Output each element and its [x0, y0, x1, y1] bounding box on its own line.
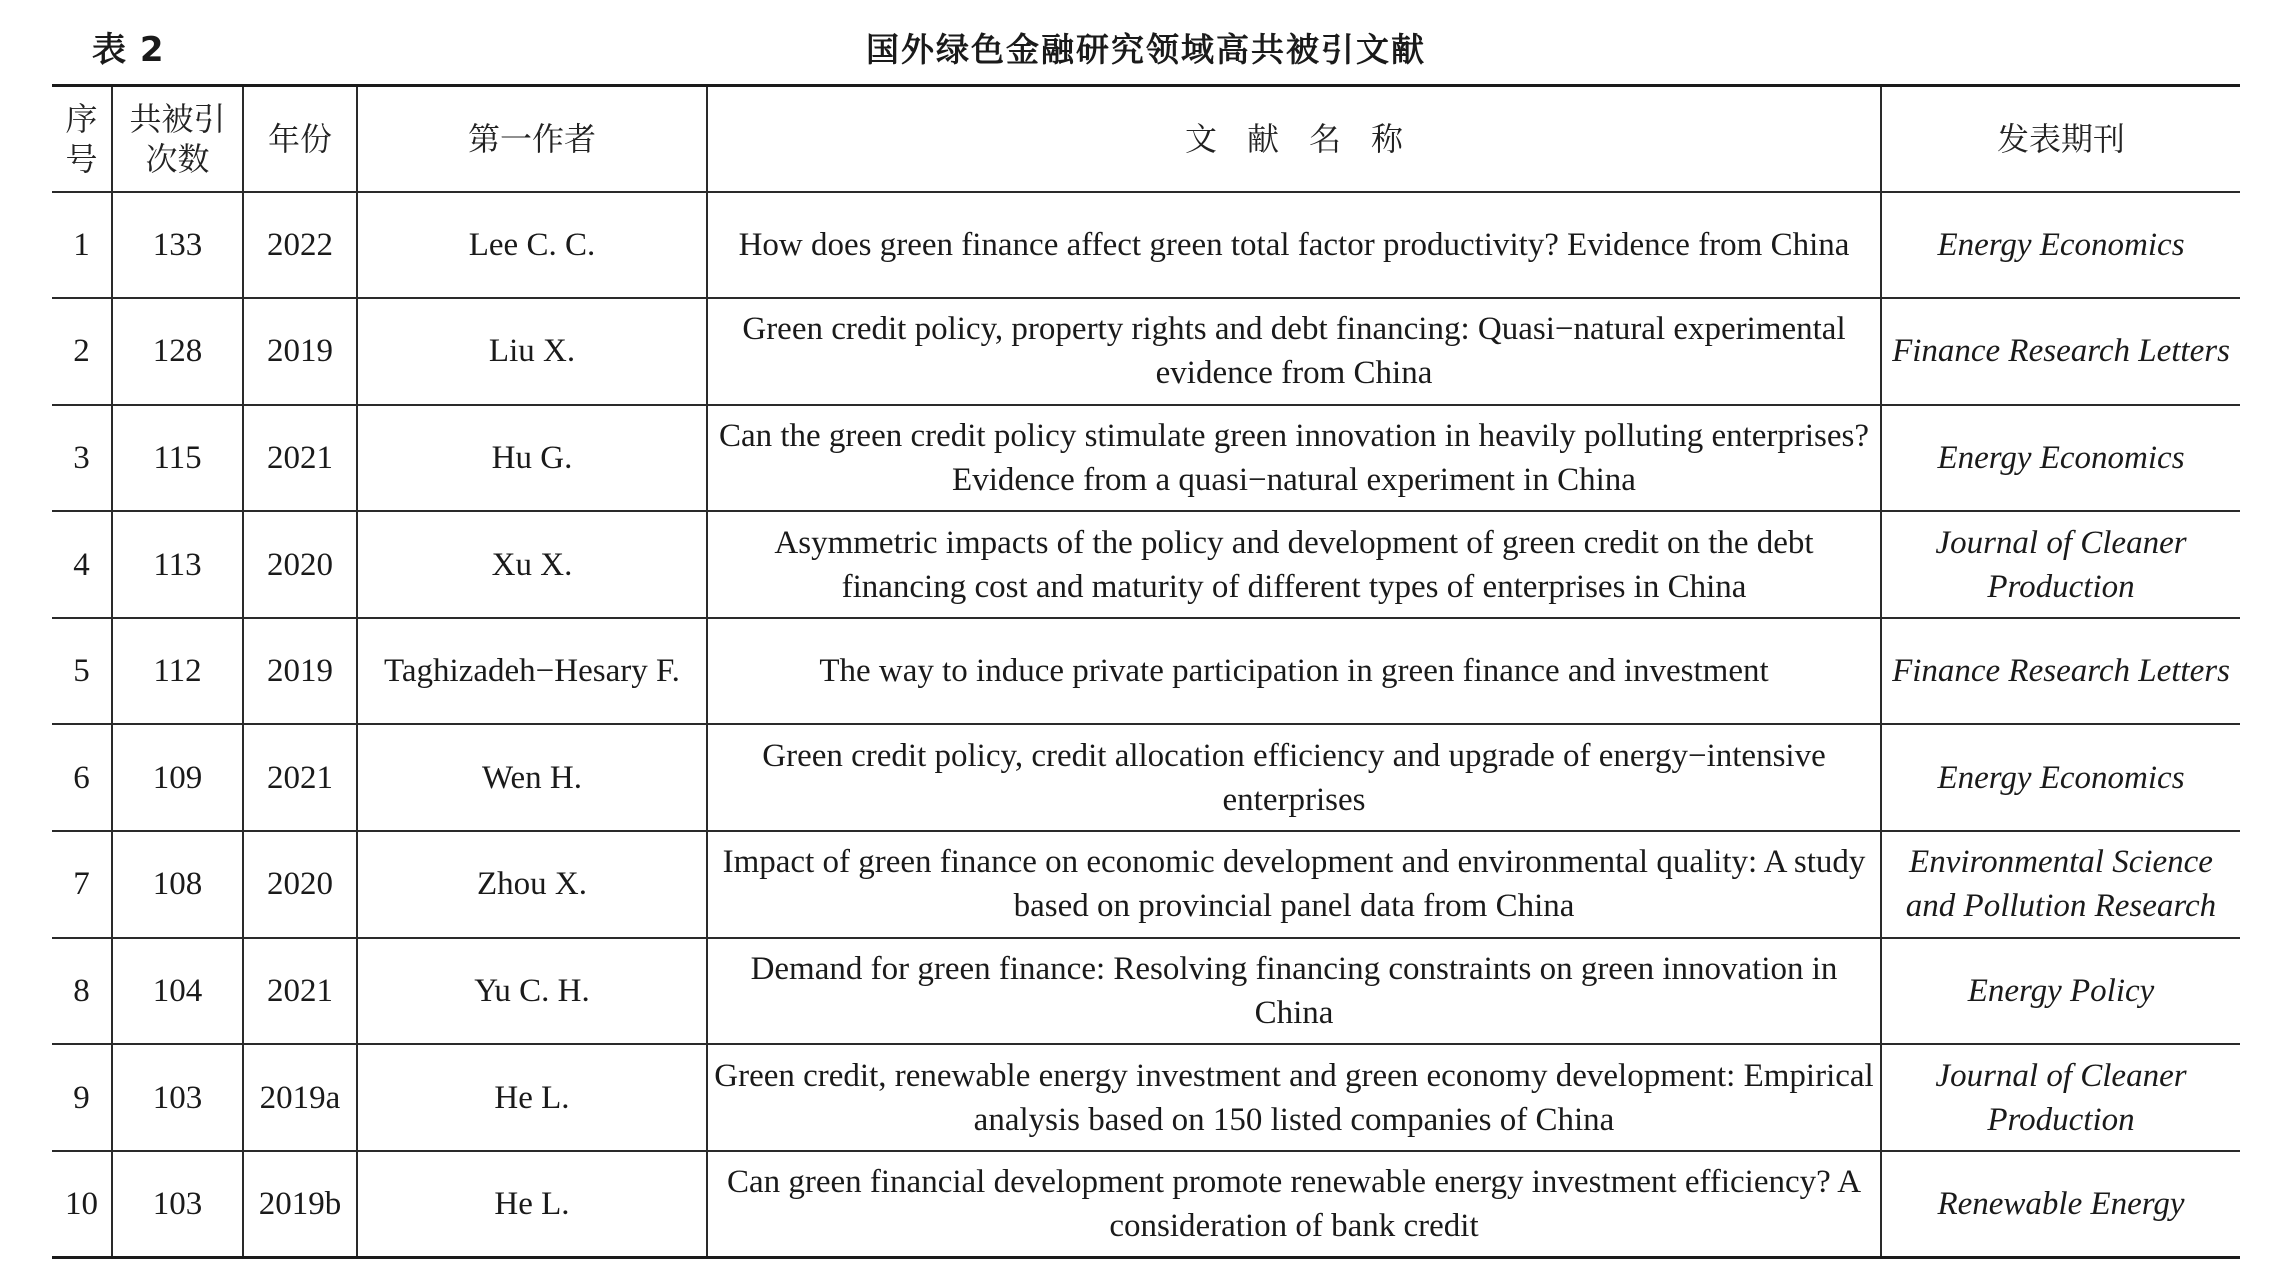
cell-year: 2019 — [243, 298, 357, 405]
citation-table — [52, 84, 2240, 1259]
header-author: 第一作者 — [357, 86, 707, 192]
cell-year: 2019a — [243, 1044, 357, 1151]
cell-journal: Journal of Cleaner Production — [1881, 511, 2240, 618]
table-caption — [52, 22, 2240, 78]
cell-citations: 128 — [112, 298, 243, 405]
cell-title: Green credit, renewable energy investment and green economy development: Empirical analysis based on 150 listed companies of China — [707, 1044, 1881, 1151]
table-row — [52, 298, 2240, 405]
cell-author: Wen H. — [357, 724, 707, 831]
cell-citations: 115 — [112, 405, 243, 512]
table-title: 国外绿色金融研究领域高共被引文献 — [866, 30, 1426, 69]
cell-title: Can the green credit policy stimulate green innovation in heavily polluting enterprises? Evidence from a quasi−natural experiment in China — [707, 405, 1881, 512]
cell-citations: 133 — [112, 192, 243, 299]
cell-year: 2019b — [243, 1151, 357, 1258]
table-row — [52, 405, 2240, 512]
cell-no: 9 — [52, 1044, 112, 1151]
cell-no: 4 — [52, 511, 112, 618]
table-row — [52, 831, 2240, 938]
cell-year: 2019 — [243, 618, 357, 725]
table-row — [52, 1044, 2240, 1151]
header-citations: 共被引次数 — [112, 86, 243, 192]
cell-no: 10 — [52, 1151, 112, 1258]
cell-journal: Energy Economics — [1881, 405, 2240, 512]
cell-author: Liu X. — [357, 298, 707, 405]
cell-journal: Journal of Cleaner Production — [1881, 1044, 2240, 1151]
table-row — [52, 724, 2240, 831]
cell-title: Demand for green finance: Resolving financing constraints on green innovation in China — [707, 938, 1881, 1045]
cell-citations: 108 — [112, 831, 243, 938]
cell-title: Can green financial development promote renewable energy investment efficiency? A consideration of bank credit — [707, 1151, 1881, 1258]
table-header-row — [52, 86, 2240, 192]
cell-author: Xu X. — [357, 511, 707, 618]
cell-no: 3 — [52, 405, 112, 512]
cell-no: 7 — [52, 831, 112, 938]
cell-no: 1 — [52, 192, 112, 299]
cell-citations: 103 — [112, 1044, 243, 1151]
cell-author: Yu C. H. — [357, 938, 707, 1045]
cell-author: He L. — [357, 1044, 707, 1151]
cell-year: 2020 — [243, 831, 357, 938]
table-label: 表 2 — [92, 30, 165, 70]
cell-journal: Energy Policy — [1881, 938, 2240, 1045]
cell-title: Green credit policy, credit allocation efficiency and upgrade of energy−intensive enterprises — [707, 724, 1881, 831]
header-journal: 发表期刊 — [1881, 86, 2240, 192]
header-no: 序号 — [52, 86, 112, 192]
cell-year: 2021 — [243, 405, 357, 512]
cell-year: 2020 — [243, 511, 357, 618]
table-row — [52, 511, 2240, 618]
header-title: 文献名称 — [707, 86, 1881, 192]
cell-journal: Environmental Science and Pollution Research — [1881, 831, 2240, 938]
table-row — [52, 1151, 2240, 1258]
cell-author: Zhou X. — [357, 831, 707, 938]
cell-title: The way to induce private participation in green finance and investment — [707, 618, 1881, 725]
cell-citations: 104 — [112, 938, 243, 1045]
cell-citations: 109 — [112, 724, 243, 831]
cell-citations: 113 — [112, 511, 243, 618]
cell-author: Taghizadeh−Hesary F. — [357, 618, 707, 725]
cell-year: 2021 — [243, 938, 357, 1045]
cell-author: He L. — [357, 1151, 707, 1258]
cell-journal: Finance Research Letters — [1881, 618, 2240, 725]
cell-title: Green credit policy, property rights and debt financing: Quasi−natural experimental evidence from China — [707, 298, 1881, 405]
cell-no: 5 — [52, 618, 112, 725]
cell-journal: Energy Economics — [1881, 724, 2240, 831]
table-row — [52, 192, 2240, 299]
table-row — [52, 618, 2240, 725]
cell-no: 8 — [52, 938, 112, 1045]
cell-title: How does green finance affect green total factor productivity? Evidence from China — [707, 192, 1881, 299]
header-year: 年份 — [243, 86, 357, 192]
cell-journal: Finance Research Letters — [1881, 298, 2240, 405]
table-row — [52, 938, 2240, 1045]
cell-title: Asymmetric impacts of the policy and development of green credit on the debt financing cost and maturity of different types of enterprises in China — [707, 511, 1881, 618]
cell-no: 6 — [52, 724, 112, 831]
cell-author: Hu G. — [357, 405, 707, 512]
cell-year: 2022 — [243, 192, 357, 299]
cell-author: Lee C. C. — [357, 192, 707, 299]
cell-journal: Renewable Energy — [1881, 1151, 2240, 1258]
cell-journal: Energy Economics — [1881, 192, 2240, 299]
cell-year: 2021 — [243, 724, 357, 831]
cell-title: Impact of green finance on economic development and environmental quality: A study based on provincial panel data from China — [707, 831, 1881, 938]
cell-citations: 103 — [112, 1151, 243, 1258]
cell-no: 2 — [52, 298, 112, 405]
cell-citations: 112 — [112, 618, 243, 725]
